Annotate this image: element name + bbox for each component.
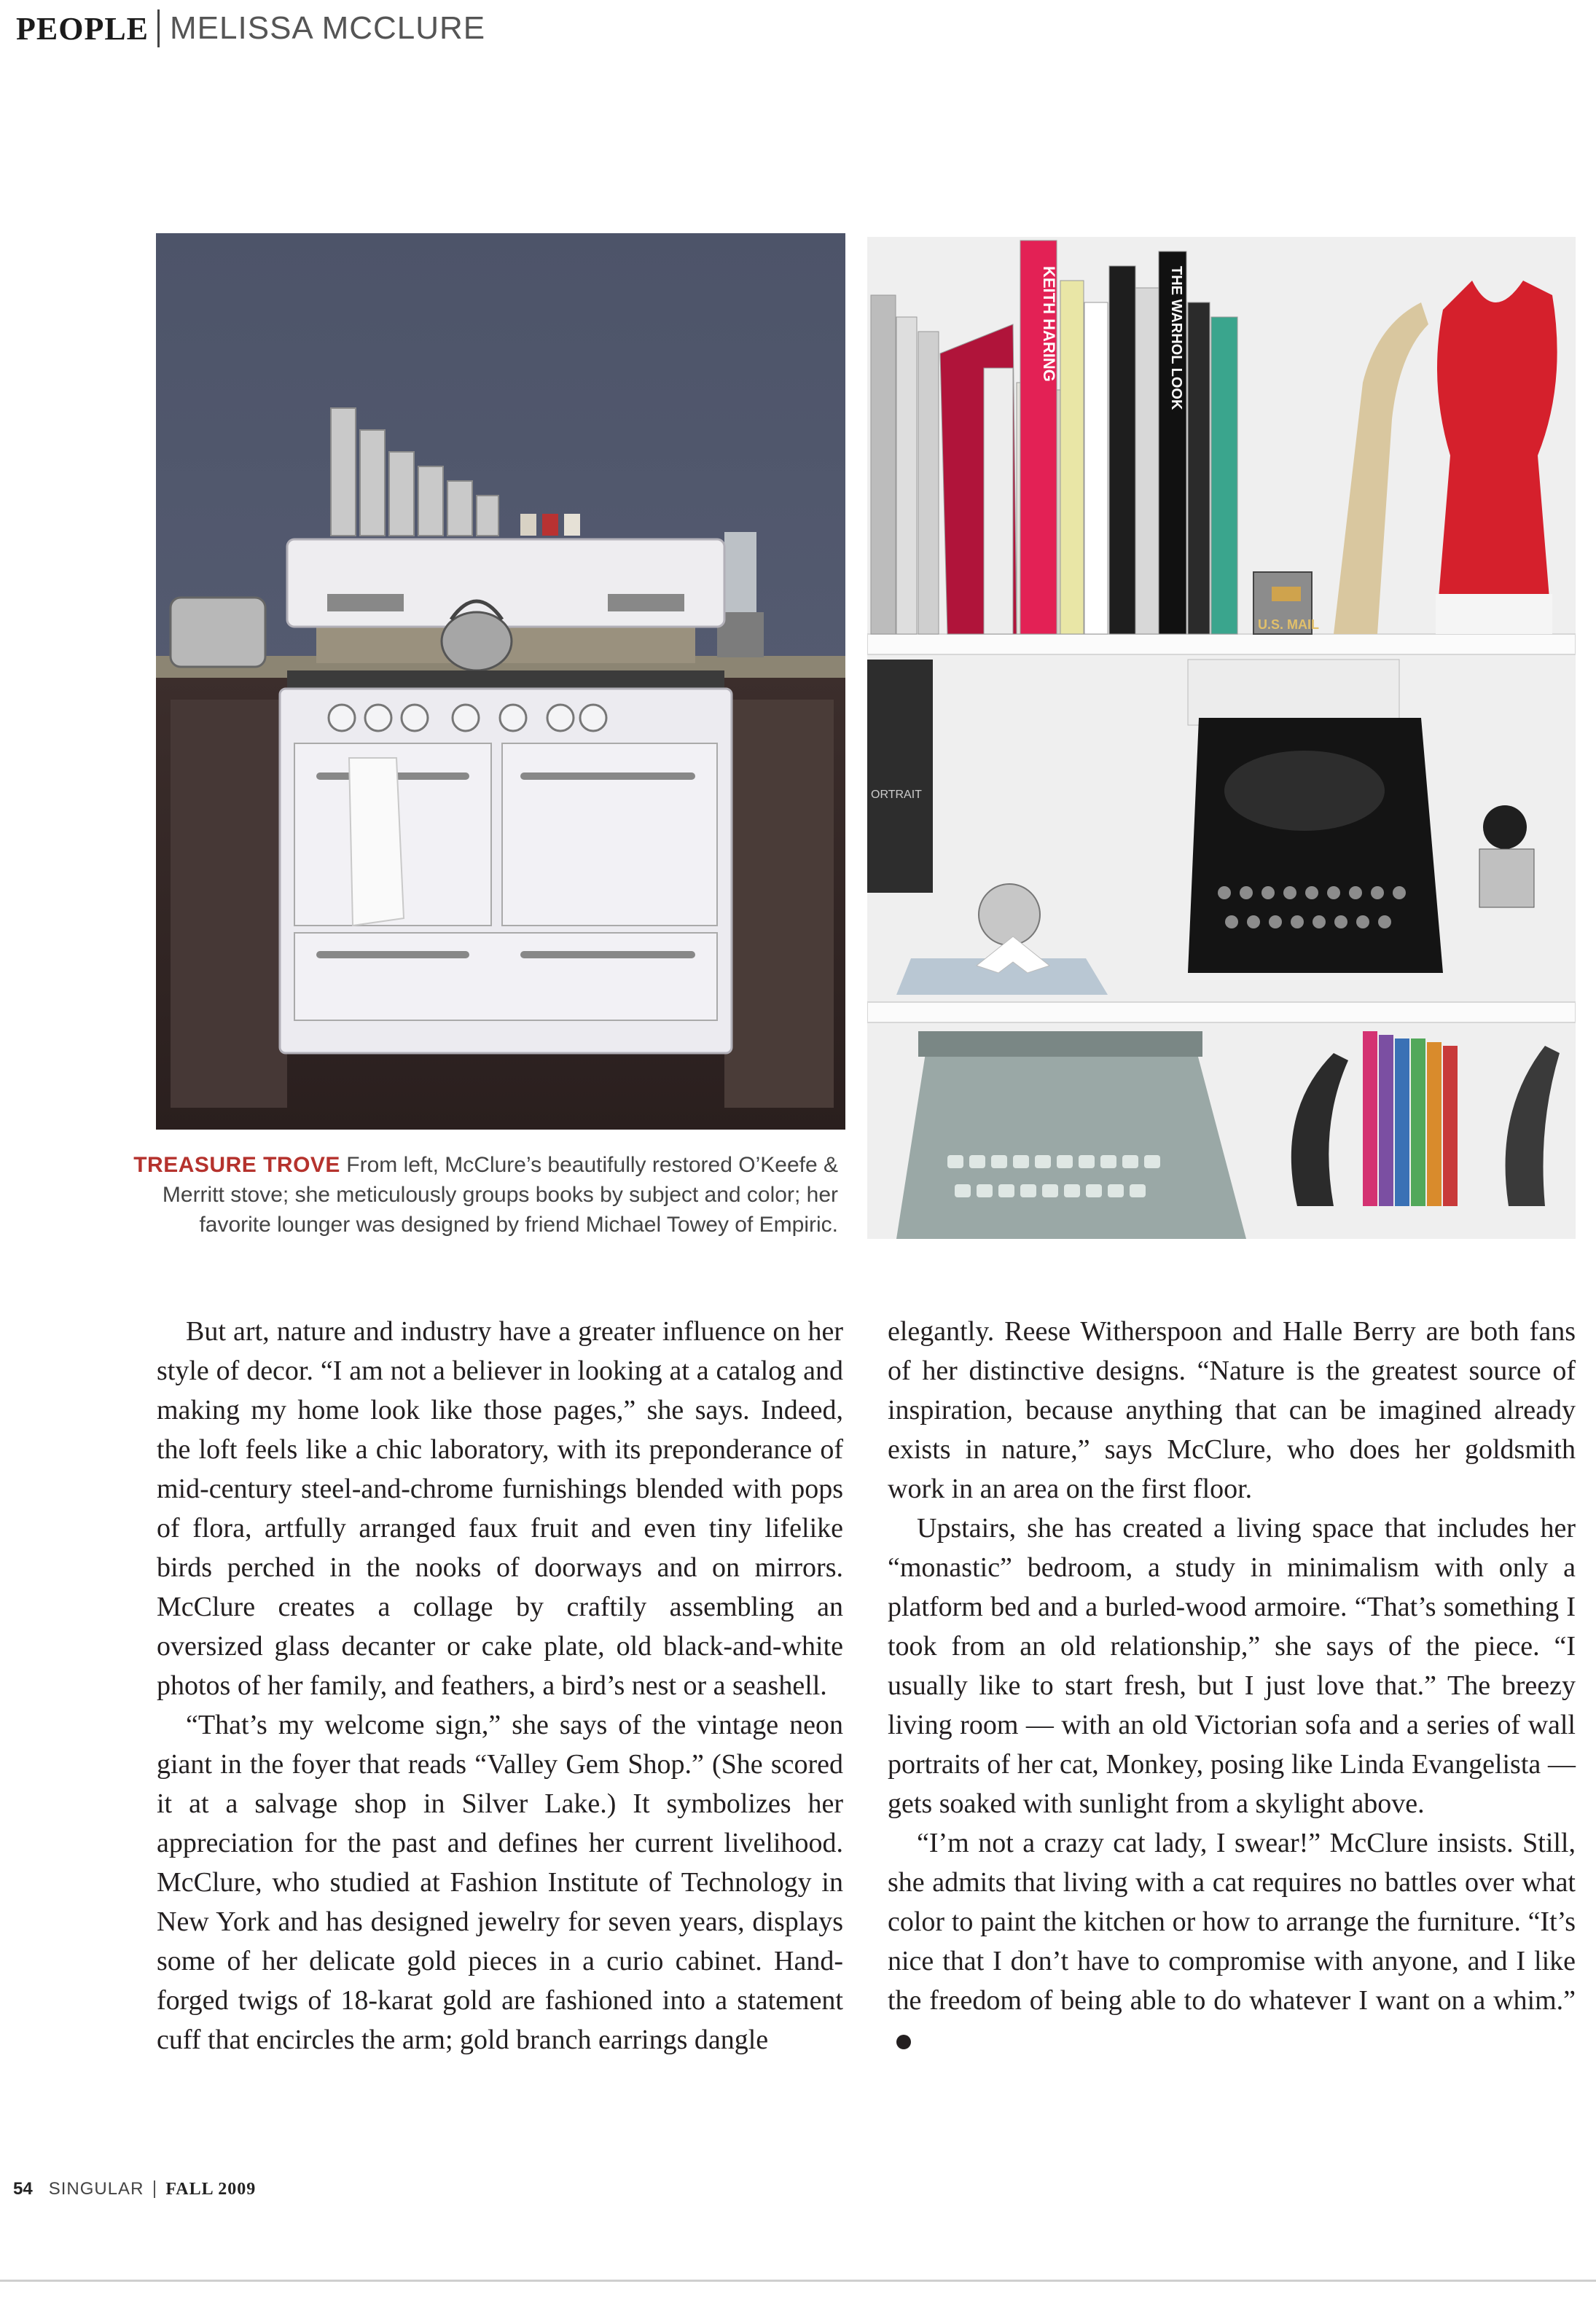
page-header <box>16 3 485 54</box>
article-subject-name: MELISSA MCCLURE <box>170 10 486 46</box>
page-bottom-rule <box>0 2280 1596 2282</box>
stove-illustration <box>156 233 845 1130</box>
page-number: 54 <box>13 2179 33 2199</box>
page-footer <box>13 2179 256 2199</box>
caption-line-3: favorite lounger was designed by friend Michael Towey of Empiric. <box>199 1213 838 1237</box>
photo-caption <box>87 1150 838 1240</box>
caption-label: TREASURE TROVE <box>133 1153 340 1177</box>
bookshelf-photo <box>867 237 1576 1239</box>
article-paragraph: But art, nature and industry have a greater influence on her style of decor. “I am not a believer in looking at a catalog and making my home look like those pages,” she says. Indeed, the loft feels like a chic laboratory, with its preponderance of mid-century steel-and-chrome furnishings blended with pops of flora, artfully arranged faux fruit and even tiny lifelike birds perched in the nooks of doorways and on mirrors. McClure creates a collage by craftily assembling an oversized glass decanter or cake plate, old black-and-white photos of her family, and feathers, a bird’s nest or a seashell. <box>157 1316 843 1701</box>
svg-text:ORTRAIT: ORTRAIT <box>871 789 922 801</box>
article-column-right <box>888 1312 1576 2060</box>
article-paragraph: “That’s my welcome sign,” she says of the vintage neon giant in the foyer that reads “Valley Gem Shop.” (She scored it at a salvage shop in Silver Lake.) It symbolizes her appreciation for the past and defines her current livelihood. McClure, who studied at Fashion Institute of Technology in New York and has designed jewelry for seven years, displays some of her delicate gold pieces in a curio cabinet. Hand-forged twigs of 18-karat gold are fashioned into a statement cuff that encircles the arm; gold branch earrings dangle <box>157 1710 843 2055</box>
issue-label: FALL 2009 <box>165 2179 257 2199</box>
book-spine-keith-haring: KEITH HARING <box>1040 266 1058 382</box>
end-mark-icon <box>896 2035 911 2049</box>
stove-photo <box>156 233 845 1130</box>
article-final-text: “I’m not a crazy cat lady, I swear!” McClure insists. Still, she admits that living with a cat requires no battles over what color to paint the kitchen or how to arrange the furniture. “It’s nice that I don’t have to compromise with anyone, and I like the freedom of being able to do whatever I want on a whim.” <box>888 1828 1576 2016</box>
book-spine-warhol: THE WARHOL LOOK <box>1168 266 1184 410</box>
article-paragraph: Upstairs, she has created a living space that includes her “monastic” bedroom, a study in minimalism with only a platform bed and a burled-wood armoire. “That’s something I took from an old relationship,” she says of the piece. “I usually like to start fresh, but I just love that.” The breezy living room — with an old Victorian sofa and a series of wall portraits of her cat, Monkey, posing like Linda Evangelista — gets soaked with sunlight from a skylight above. <box>888 1513 1576 1819</box>
caption-line-1: From left, McClure’s beautifully restored O’Keefe & <box>346 1153 838 1177</box>
mailbox-label: U.S. MAIL <box>1258 617 1319 632</box>
article-paragraph-final <box>888 1823 1576 2060</box>
footer-divider <box>154 2180 155 2198</box>
header-divider <box>157 9 160 47</box>
article-paragraph-continued: elegantly. Reese Witherspoon and Halle Berry are both fans of her distinctive designs. “Nature is the greatest source of inspiration, because anything that can be imagined already exists in nature,” says McClure, who does her goldsmith work in an area on the first floor. <box>888 1316 1576 1504</box>
article-column-left <box>157 1312 843 2060</box>
caption-line-2: Merritt stove; she meticulously groups books by subject and color; her <box>162 1183 838 1207</box>
magazine-name: SINGULAR <box>48 2179 144 2199</box>
bookshelf-illustration <box>867 237 1576 1239</box>
section-label: PEOPLE <box>16 10 149 47</box>
